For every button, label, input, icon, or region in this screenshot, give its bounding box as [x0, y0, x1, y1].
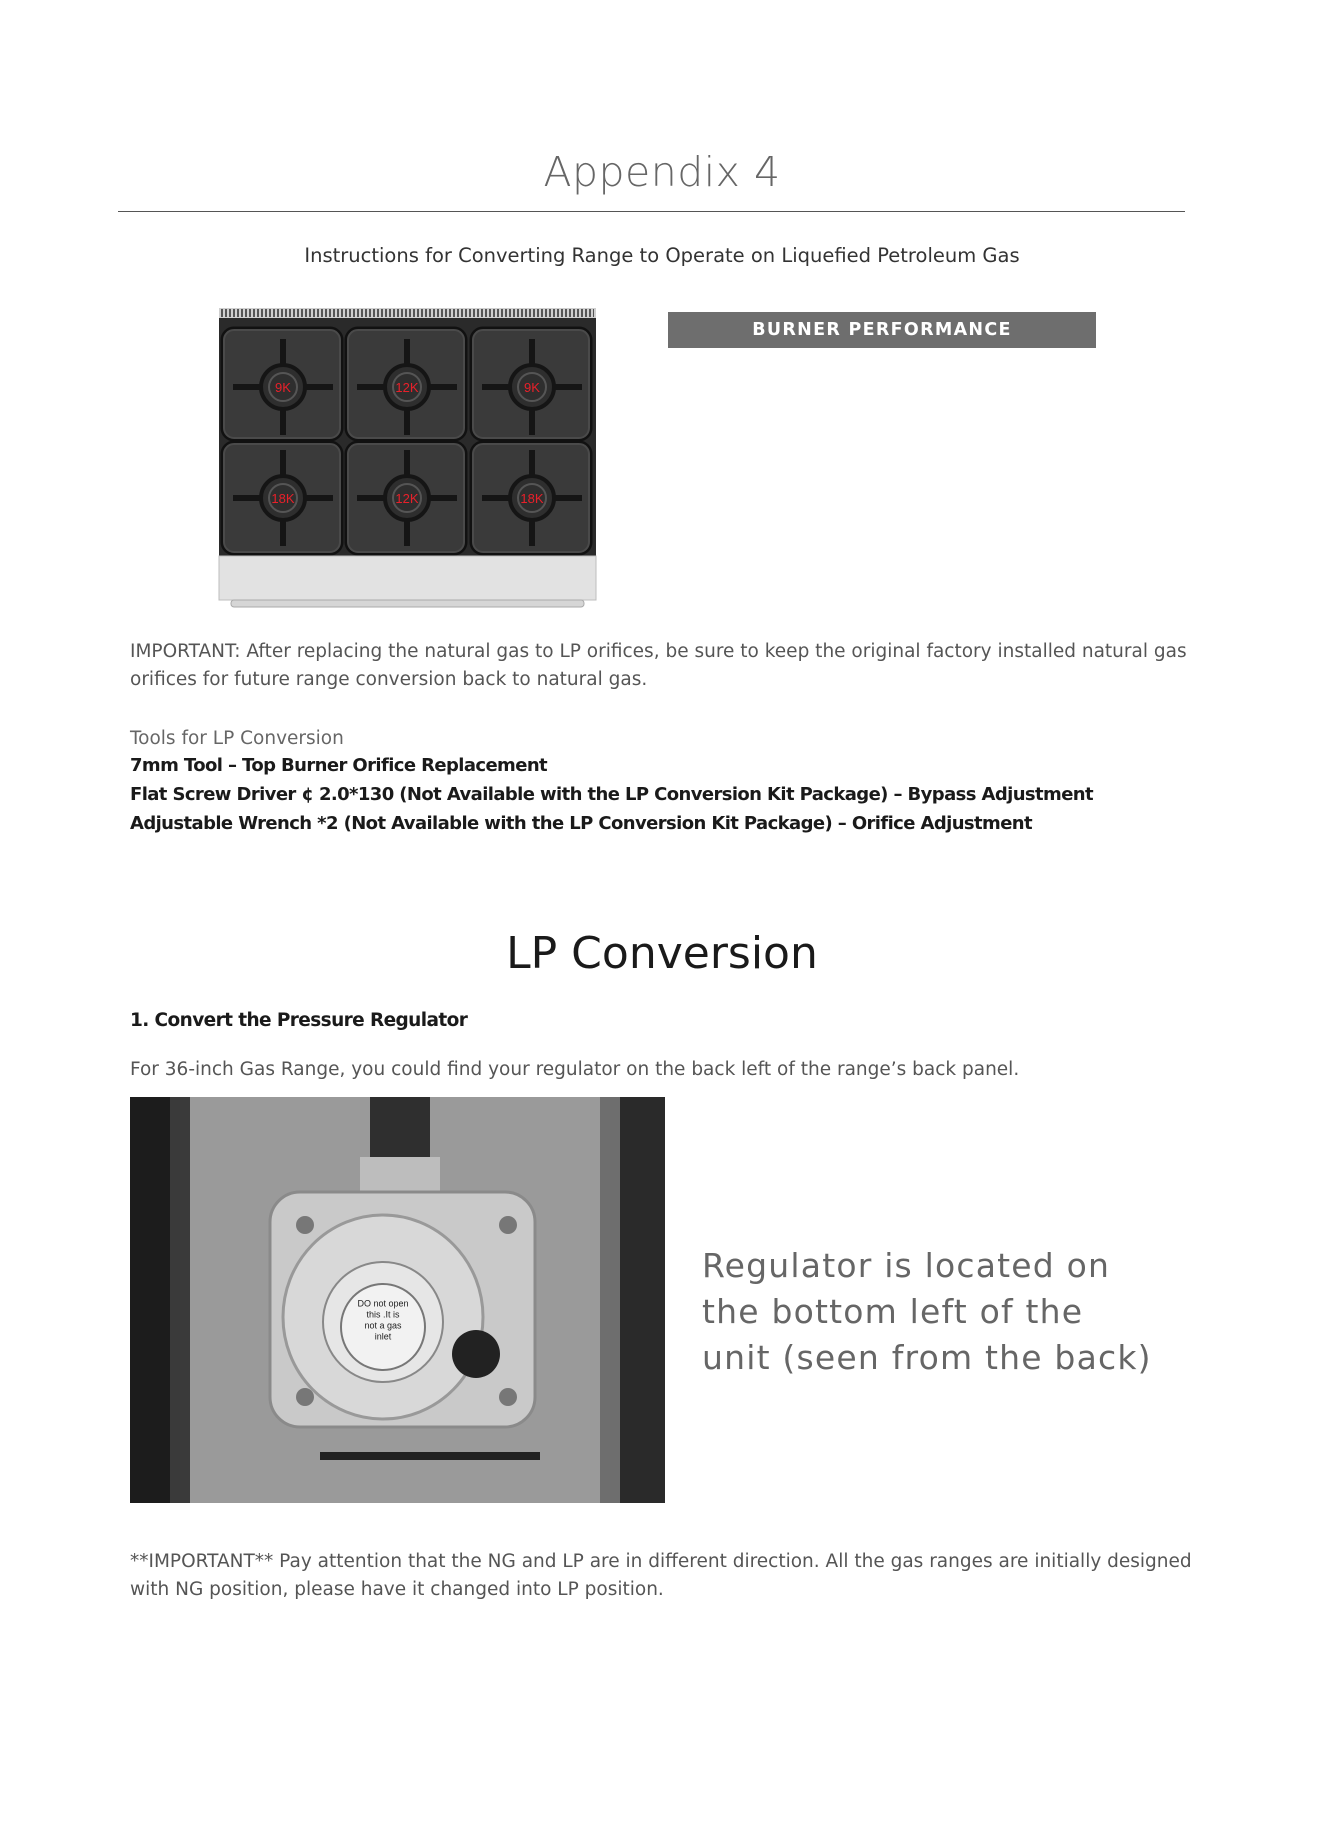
title-divider — [118, 211, 1185, 212]
step-description: For 36-inch Gas Range, you could find your regulator on the back left of the range’s back panel. — [130, 1059, 1020, 1080]
burner-rating-label: 18K — [271, 491, 295, 506]
burner-grates — [224, 330, 589, 552]
tools-label: Tools for LP Conversion — [130, 728, 344, 749]
step-title: 1. Convert the Pressure Regulator — [130, 1010, 468, 1031]
burner-rating-label: 9K — [275, 380, 291, 395]
burner-performance-banner: BURNER PERFORMANCE — [668, 312, 1096, 348]
important-note-2: **IMPORTANT** Pay attention that the NG and LP are in different direction. All the gas ranges are initially designed with NG position, please have it changed into LP position. — [130, 1551, 1192, 1600]
burner-rating-label: 12K — [395, 491, 419, 506]
tool-item: Adjustable Wrench *2 (Not Available with the LP Conversion Kit Package) – Orifice Adjustment — [130, 813, 1033, 834]
range-top-illustration — [217, 308, 598, 613]
tool-item: Flat Screw Driver ¢ 2.0*130 (Not Available with the LP Conversion Kit Package) – Bypass Adjustment — [130, 784, 1094, 805]
burner-rating-label: 12K — [395, 380, 419, 395]
tool-item: 7mm Tool – Top Burner Orifice Replacement — [130, 755, 548, 776]
burner-rating-label: 9K — [524, 380, 540, 395]
regulator-photo — [130, 1097, 665, 1503]
section-heading: LP Conversion — [506, 928, 818, 979]
appendix-title: Appendix 4 — [543, 148, 781, 196]
regulator-caption: Regulator is located on the bottom left of the unit (seen from the back) — [702, 1246, 1152, 1377]
burner-rating-label: 18K — [520, 491, 544, 506]
page-subtitle: Instructions for Converting Range to Operate on Liquefied Petroleum Gas — [304, 244, 1020, 267]
regulator-warning-label: DO not open this .It is not a gas inlet — [357, 1298, 409, 1342]
important-note: IMPORTANT: After replacing the natural gas to LP orifices, be sure to keep the original factory installed natural gas orifices for future range conversion back to natural gas. — [130, 641, 1187, 690]
